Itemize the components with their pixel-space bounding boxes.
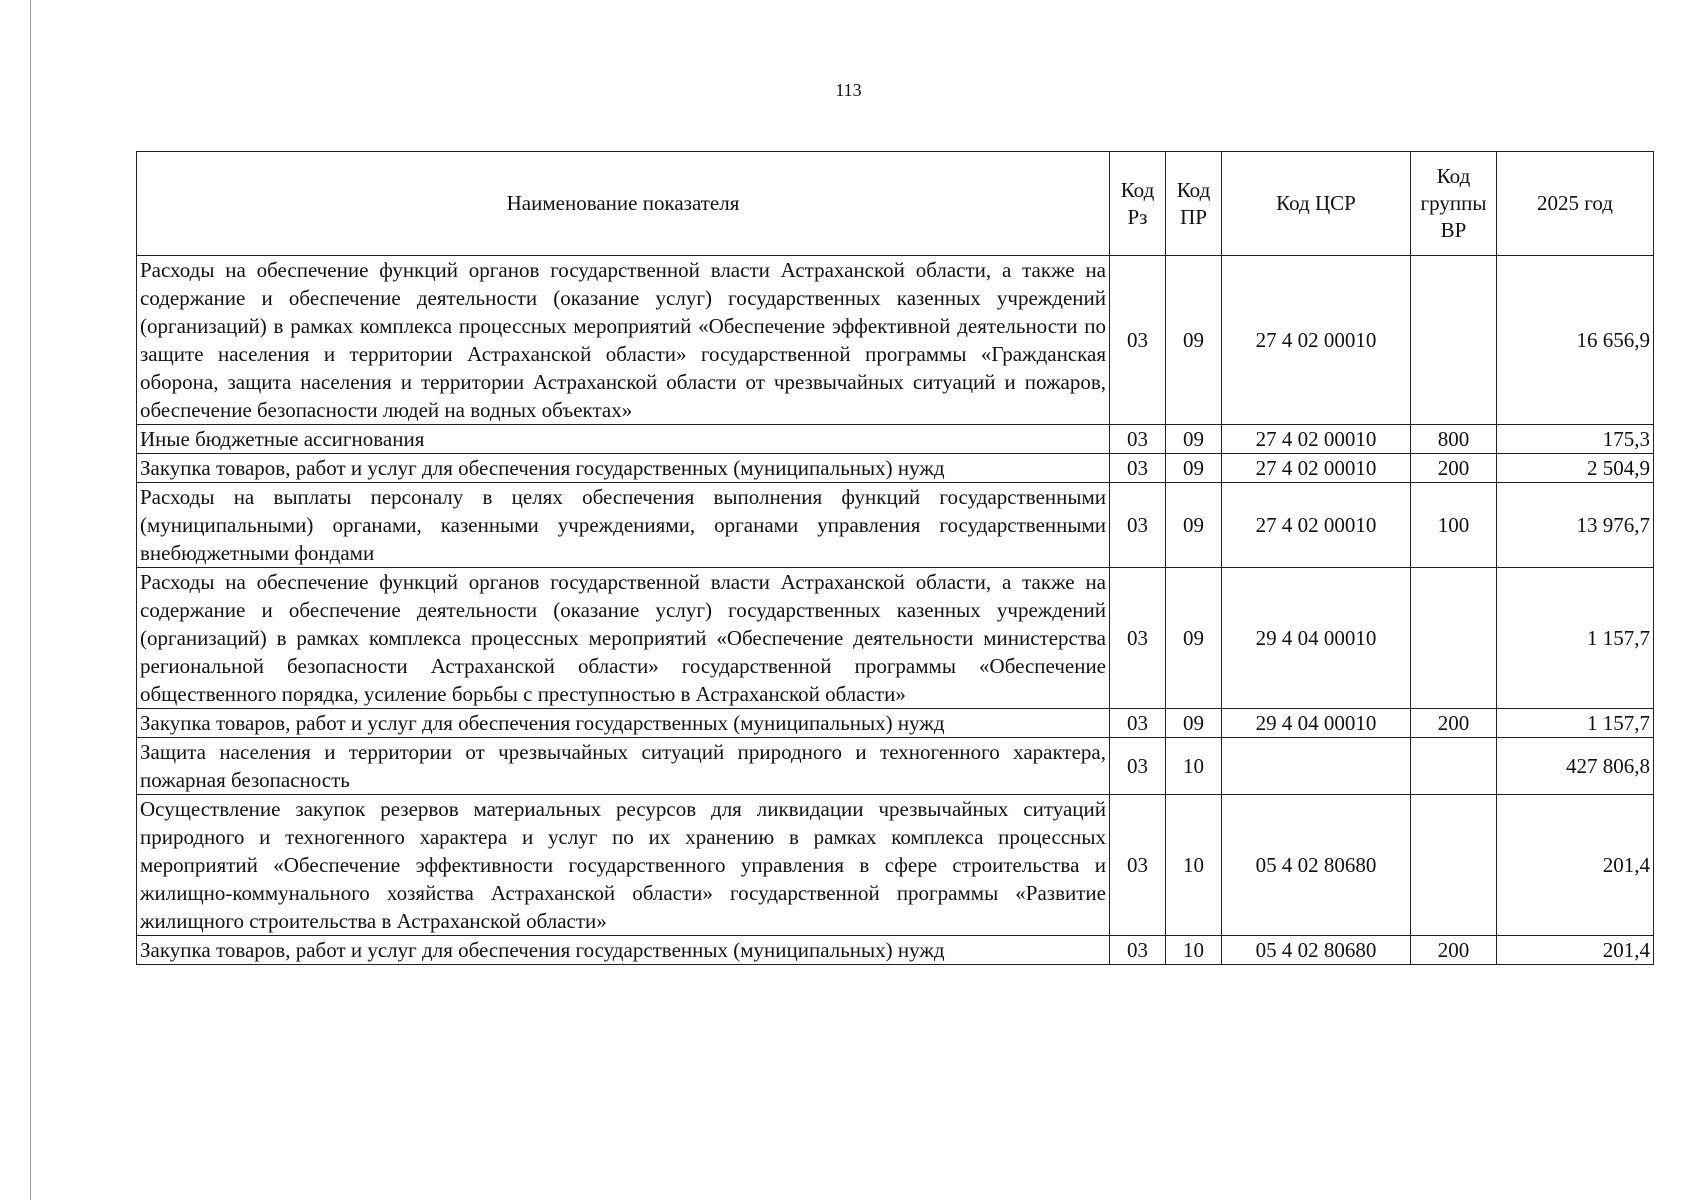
row-csr: 27 4 02 00010: [1222, 454, 1411, 483]
row-pr: 09: [1166, 454, 1222, 483]
row-amount: 1 157,7: [1497, 568, 1654, 709]
row-rz: 03: [1110, 483, 1166, 568]
row-vr: [1411, 738, 1497, 795]
row-name: Расходы на обеспечение функций органов государственной власти Астраханской области, а также на содержание и обеспечение деятельности (оказание услуг) государственных казенных учреждений (организаций) в рамках комплекса процессных мероприятий «Обеспечение эффективной деятельности по защите населения и территории Астраханской области» государственной программы «Гражданская оборона, защита населения и территории Астраханской области от чрезвычайных ситуаций и пожаров, обеспечение безопасности людей на водных объектах»: [137, 256, 1110, 425]
table-row: [137, 936, 1654, 965]
row-vr: 200: [1411, 936, 1497, 965]
budget-table: [136, 151, 1654, 965]
row-amount: 16 656,9: [1497, 256, 1654, 425]
row-rz: 03: [1110, 738, 1166, 795]
row-rz: 03: [1110, 936, 1166, 965]
row-csr: 29 4 04 00010: [1222, 709, 1411, 738]
row-name: Расходы на обеспечение функций органов государственной власти Астраханской области, а также на содержание и обеспечение деятельности (оказание услуг) государственных казенных учреждений (организаций) в рамках комплекса процессных мероприятий «Обеспечение деятельности министерства региональной безопасности Астраханской области» государственной программы «Обеспечение общественного порядка, усиление борьбы с преступностью в Астраханской области»: [137, 568, 1110, 709]
row-rz: 03: [1110, 256, 1166, 425]
row-pr: 10: [1166, 795, 1222, 936]
row-csr: [1222, 738, 1411, 795]
header-vr: Код группы ВР: [1411, 152, 1497, 256]
row-pr: 10: [1166, 738, 1222, 795]
row-amount: 175,3: [1497, 425, 1654, 454]
row-pr: 10: [1166, 936, 1222, 965]
row-name: Защита населения и территории от чрезвычайных ситуаций природного и техногенного характера, пожарная безопасность: [137, 738, 1110, 795]
row-name: Расходы на выплаты персоналу в целях обеспечения выполнения функций государственными (муниципальными) органами, казенными учреждениями, органами управления государственными внебюджетными фондами: [137, 483, 1110, 568]
page-number: 113: [835, 80, 862, 100]
row-amount: 1 157,7: [1497, 709, 1654, 738]
row-amount: 427 806,8: [1497, 738, 1654, 795]
row-name: Закупка товаров, работ и услуг для обеспечения государственных (муниципальных) нужд: [137, 454, 1110, 483]
row-csr: 29 4 04 00010: [1222, 568, 1411, 709]
table-row: [137, 425, 1654, 454]
row-csr: 05 4 02 80680: [1222, 795, 1411, 936]
row-name: Иные бюджетные ассигнования: [137, 425, 1110, 454]
row-name: Закупка товаров, работ и услуг для обеспечения государственных (муниципальных) нужд: [137, 936, 1110, 965]
header-pr: Код ПР: [1166, 152, 1222, 256]
binding-margin-line: [30, 0, 31, 1200]
row-vr: 200: [1411, 709, 1497, 738]
table-header-row: [137, 152, 1654, 256]
row-csr: 27 4 02 00010: [1222, 256, 1411, 425]
header-rz: Код Рз: [1110, 152, 1166, 256]
row-vr: 100: [1411, 483, 1497, 568]
row-amount: 201,4: [1497, 936, 1654, 965]
row-vr: 800: [1411, 425, 1497, 454]
header-name: Наименование показателя: [137, 152, 1110, 256]
row-vr: [1411, 795, 1497, 936]
row-amount: 2 504,9: [1497, 454, 1654, 483]
row-name: Осуществление закупок резервов материальных ресурсов для ликвидации чрезвычайных ситуаций природного и техногенного характера и услуг по их хранению в рамках комплекса процессных мероприятий «Обеспечение эффективности государственного управления в сфере строительства и жилищно-коммунального хозяйства Астраханской области» государственной программы «Развитие жилищного строительства в Астраханской области»: [137, 795, 1110, 936]
table-row: [137, 709, 1654, 738]
table-row: [137, 738, 1654, 795]
row-name: Закупка товаров, работ и услуг для обеспечения государственных (муниципальных) нужд: [137, 709, 1110, 738]
row-pr: 09: [1166, 425, 1222, 454]
row-rz: 03: [1110, 454, 1166, 483]
row-pr: 09: [1166, 256, 1222, 425]
table-row: [137, 256, 1654, 425]
row-rz: 03: [1110, 425, 1166, 454]
row-pr: 09: [1166, 483, 1222, 568]
row-rz: 03: [1110, 795, 1166, 936]
header-csr: Код ЦСР: [1222, 152, 1411, 256]
table-row: [137, 568, 1654, 709]
row-amount: 13 976,7: [1497, 483, 1654, 568]
table-row: [137, 454, 1654, 483]
row-pr: 09: [1166, 709, 1222, 738]
row-vr: 200: [1411, 454, 1497, 483]
row-rz: 03: [1110, 568, 1166, 709]
row-amount: 201,4: [1497, 795, 1654, 936]
row-csr: 27 4 02 00010: [1222, 483, 1411, 568]
table-row: [137, 483, 1654, 568]
table-row: [137, 795, 1654, 936]
header-year: 2025 год: [1497, 152, 1654, 256]
row-csr: 27 4 02 00010: [1222, 425, 1411, 454]
row-csr: 05 4 02 80680: [1222, 936, 1411, 965]
row-vr: [1411, 568, 1497, 709]
row-rz: 03: [1110, 709, 1166, 738]
row-pr: 09: [1166, 568, 1222, 709]
row-vr: [1411, 256, 1497, 425]
